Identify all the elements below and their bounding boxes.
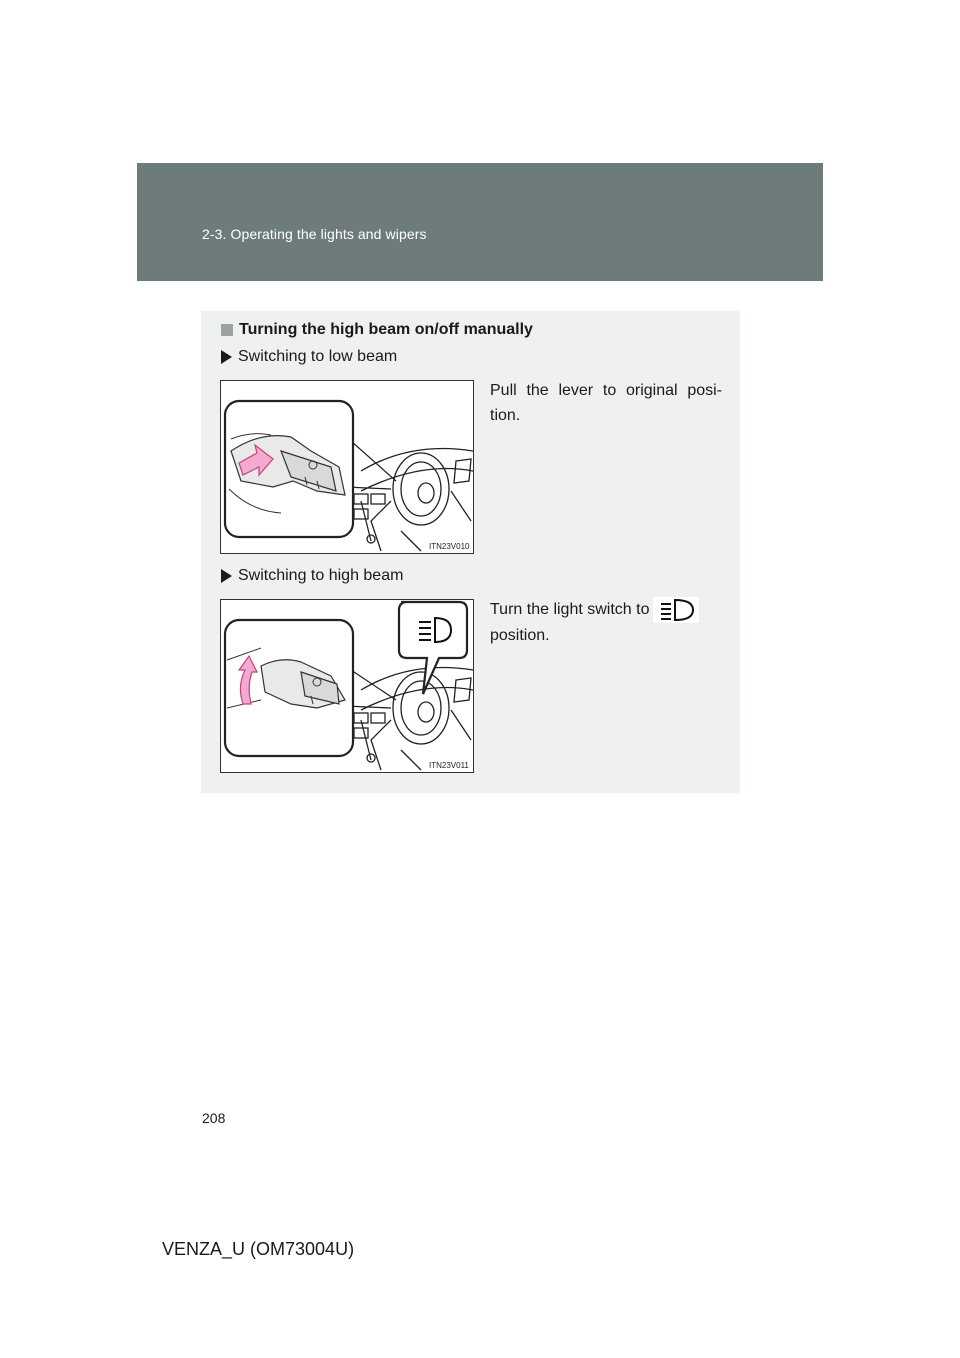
description-low-beam: Pull the lever to original posi-tion.	[490, 382, 722, 424]
page-number: 208	[202, 1110, 226, 1126]
subheading-text: Switching to high beam	[238, 567, 404, 584]
header-band	[137, 163, 823, 281]
figure-code: ITN23V011	[429, 761, 469, 770]
description-text-after-icon: position.	[490, 627, 550, 644]
subheading-text: Switching to low beam	[238, 348, 398, 365]
illustration-low-beam	[220, 380, 474, 554]
section-header: 2-3. Operating the lights and wipers	[202, 226, 427, 242]
square-bullet-icon	[221, 324, 233, 336]
subheading-low-beam	[221, 348, 397, 366]
triangle-bullet-icon	[221, 350, 232, 364]
section-title-text: Turning the high beam on/off manually	[239, 321, 533, 338]
subheading-high-beam	[221, 567, 403, 585]
document-code: VENZA_U (OM73004U)	[162, 1239, 355, 1259]
high-beam-lever-illustration	[221, 600, 473, 772]
section-title	[221, 321, 533, 339]
illustration-high-beam	[220, 599, 474, 773]
description-text-before-icon: Turn the light switch to	[490, 601, 650, 619]
high-beam-icon	[653, 597, 699, 623]
description-high-beam	[490, 597, 722, 648]
low-beam-lever-illustration	[221, 381, 473, 553]
triangle-bullet-icon	[221, 569, 232, 583]
figure-code: ITN23V010	[429, 542, 470, 551]
